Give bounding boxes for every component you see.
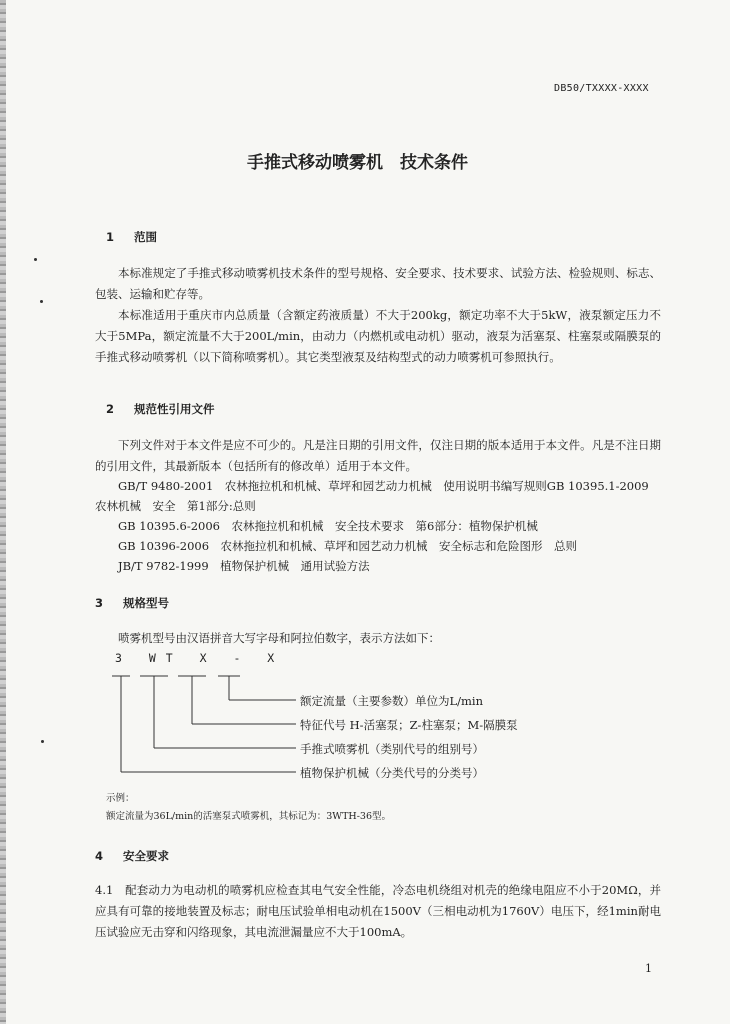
legend-rated-flow: 额定流量（主要参数）单位为L/min [300, 694, 483, 708]
clause-number: 4.1 [95, 883, 114, 897]
reference-item: GB 10396-2006 农林拖拉机和机械、草坪和园艺动力机械 安全标志和危险图形 总则 [118, 539, 578, 553]
paragraph: 本标准规定了手推式移动喷雾机技术条件的型号规格、安全要求、技术要求、试验方法、检验规则、标志、包装、运输和贮存等。 [95, 266, 661, 301]
example-text: 额定流量为36L/min的活塞泵式喷雾机，其标记为：3WTH-36型。 [106, 811, 391, 822]
section-title: 规范性引用文件 [134, 402, 215, 416]
document-title: 手推式移动喷雾机 技术条件 [247, 153, 468, 173]
model-code: 3 WT X - X [115, 651, 285, 665]
reference-item: GB 10395.6-2006 农林拖拉机和机械 安全技术要求 第6部分：植物保护机械 [118, 519, 538, 533]
clause-text: 配套动力为电动机的喷雾机应检查其电气安全性能，冷态电机绕组对机壳的绝缘电阻应不小于20MΩ，并应具有可靠的接地装置及标志；耐电压试验单相电动机在1500V（三相电动机为1760V）电压下，经1min耐电压试验应无击穿和闪络现象，其电流泄漏量应不大于100mA。 [95, 883, 661, 939]
scan-dot [41, 740, 44, 743]
scan-edge [0, 0, 6, 1024]
reference-item: 农林机械 安全 第1部分:总则 [95, 499, 256, 513]
model-intro: 喷雾机型号由汉语拼音大写字母和阿拉伯数字，表示方法如下： [118, 631, 440, 645]
section-1-body [95, 263, 661, 368]
section-heading-2 [106, 401, 215, 417]
document-code: DB50/TXXXX-XXXX [554, 83, 649, 94]
paragraph: 下列文件对于本文件是应不可少的。凡是注日期的引用文件，仅注日期的版本适用于本文件。凡是不注日期的引用文件，其最新版本（包括所有的修改单）适用于本文件。 [95, 438, 661, 473]
section-number: 1 [106, 230, 115, 244]
section-title: 范围 [134, 230, 157, 244]
section-title: 安全要求 [123, 849, 169, 863]
legend-group-code: 手推式喷雾机（类别代号的组别号） [300, 742, 484, 756]
example-label: 示例： [106, 793, 135, 804]
paragraph: 本标准适用于重庆市内总质量（含额定药液质量）不大于200kg，额定功率不大于5kW，液泵额定压力不大于5MPa，额定流量不大于200L/min，由动力（内燃机或电动机）驱动，液泵为活塞泵、柱塞泵或隔膜泵的手推式移动喷雾机（以下简称喷雾机）。其它类型液泵及结构型式的动力喷雾机可参照执行。 [95, 308, 661, 364]
reference-item: GB/T 9480-2001 农林拖拉机和机械、草坪和园艺动力机械 使用说明书编写规则GB 10395.1-2009 [118, 479, 649, 493]
scan-dot [34, 258, 37, 261]
legend-feature-code: 特征代号 H-活塞泵；Z-柱塞泵；M-隔膜泵 [300, 718, 518, 732]
clause-4-1 [95, 880, 661, 943]
section-number: 3 [95, 596, 104, 610]
section-heading-4 [95, 848, 169, 864]
section-number: 2 [106, 402, 115, 416]
scan-dot [40, 300, 43, 303]
section-heading-1 [106, 229, 157, 245]
section-heading-3 [95, 595, 169, 611]
page-number: 1 [645, 962, 652, 975]
reference-item: JB/T 9782-1999 植物保护机械 通用试验方法 [118, 559, 370, 573]
section-4-body [95, 880, 661, 943]
section-title: 规格型号 [123, 596, 169, 610]
legend-class-code: 植物保护机械（分类代号的分类号） [300, 766, 484, 780]
section-2-body [95, 435, 661, 477]
section-number: 4 [95, 849, 104, 863]
